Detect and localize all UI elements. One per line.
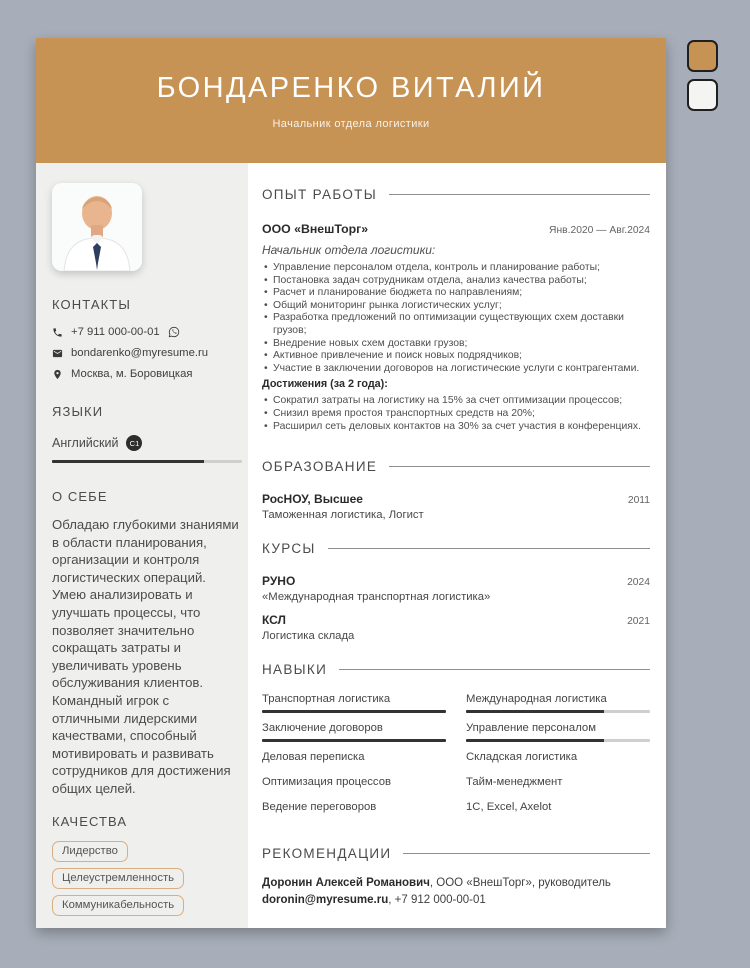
header-band (36, 38, 666, 163)
education-title: ОБРАЗОВАНИЕ (262, 459, 378, 475)
referee-info: , ООО «ВнешТорг», руководитель (429, 877, 611, 890)
skill-bar (466, 710, 650, 713)
skill-item (262, 801, 446, 813)
theme-swatch-white[interactable] (687, 79, 718, 111)
skill-item (466, 722, 650, 742)
skills-grid (262, 693, 650, 826)
sidebar (36, 163, 248, 928)
section-rule (403, 853, 650, 854)
course-details: «Международная транспортная логистика» (262, 591, 491, 604)
language-level-badge: C1 (126, 435, 142, 451)
skills-section-header (262, 662, 650, 677)
achievements-title: Достижения (за 2 года): (262, 378, 388, 391)
experience-section-header (262, 187, 650, 202)
skill-bar (262, 710, 446, 713)
theme-swatch-accent[interactable] (687, 40, 718, 72)
contact-phone-row (52, 326, 238, 338)
referee-phone: , +7 912 000-00-01 (388, 894, 486, 907)
experience-title: ОПЫТ РАБОТЫ (262, 187, 377, 202)
avatar (52, 183, 142, 271)
main-column (248, 163, 666, 928)
section-rule (339, 669, 650, 670)
skill-label: Деловая переписка (262, 751, 365, 764)
section-rule (389, 466, 650, 467)
duty-item: • Участие в заключении договоров на логистические услуги с контрагентами. (262, 363, 650, 376)
course-entry (262, 613, 650, 642)
education-section-header (262, 459, 650, 474)
recommendations-section-header (262, 846, 650, 861)
education-year: 2011 (627, 495, 650, 507)
skill-bar (262, 739, 446, 742)
course-year: 2021 (627, 616, 650, 628)
whatsapp-icon (168, 326, 180, 338)
achievement-item: • Снизил время простоя транспортных средств на 20%; (262, 408, 650, 421)
education-entry (262, 492, 650, 521)
skill-label: Международная логистика (466, 693, 607, 706)
quality-badge: Целеустремленность (52, 868, 184, 889)
position-title: Начальник отдела логистики: (262, 243, 436, 257)
quality-badge: Лидерство (52, 841, 128, 862)
about-title: О СЕБЕ (52, 489, 108, 504)
skill-label: Тайм-менеджмент (466, 776, 563, 789)
achievements-list (262, 395, 650, 433)
duty-item: • Разработка предложений по оптимизации существующих схем доставки грузов; (262, 312, 650, 337)
skill-item (262, 751, 446, 763)
skill-item (466, 751, 650, 763)
phone-icon (52, 327, 63, 338)
skill-label: Складская логистика (466, 751, 578, 764)
section-rule (328, 548, 650, 549)
language-progress-bar (52, 460, 242, 463)
duty-item: • Управление персоналом отдела, контроль и планирование работы; (262, 262, 650, 275)
courses-section-header (262, 541, 650, 556)
contact-email: bondarenko@myresume.ru (71, 347, 209, 359)
contacts-title: КОНТАКТЫ (52, 297, 131, 312)
candidate-job-title: Начальник отдела логистики (272, 117, 430, 130)
course-name: КСЛ (262, 613, 286, 628)
contact-location-row (52, 368, 238, 380)
skill-item (466, 776, 650, 788)
language-name: Английский (52, 436, 119, 450)
duty-item: • Постановка задач сотрудникам отдела, анализ качества работы; (262, 275, 650, 288)
education-details: Таможенная логистика, Логист (262, 509, 424, 522)
skill-label: 1С, Excel, Axelot (466, 801, 552, 814)
envelope-icon (52, 348, 63, 359)
qualities-title: КАЧЕСТВА (52, 813, 128, 829)
course-entry (262, 574, 650, 603)
company-name: ООО «ВнешТорг» (262, 222, 369, 236)
qualities-section (52, 841, 238, 916)
course-details: Логистика склада (262, 630, 355, 643)
skill-item (262, 722, 446, 742)
skill-label: Оптимизация процессов (262, 776, 391, 789)
candidate-photo (52, 183, 142, 271)
section-rule (389, 194, 650, 195)
skill-item (466, 801, 650, 813)
duty-item: • Активное привлечение и поиск новых подрядчиков; (262, 350, 650, 363)
course-name: РУНО (262, 574, 296, 589)
skill-label: Ведение переговоров (262, 801, 377, 814)
skill-label: Заключение договоров (262, 722, 383, 735)
education-name: РосНОУ, Высшее (262, 492, 363, 507)
duty-item: • Внедрение новых схем доставки грузов; (262, 338, 650, 351)
map-pin-icon (52, 369, 63, 380)
duties-list (262, 262, 650, 375)
duty-item: • Общий мониторинг рынка логистических услуг; (262, 300, 650, 313)
contact-location: Москва, м. Боровицкая (71, 368, 193, 380)
language-item (52, 435, 238, 451)
referee-name: Доронин Алексей Романович (262, 877, 430, 890)
skill-label: Транспортная логистика (262, 693, 391, 706)
skills-title: НАВЫКИ (262, 662, 328, 678)
languages-title: ЯЗЫКИ (52, 404, 104, 419)
quality-badge: Коммуникабельность (52, 895, 184, 916)
achievement-item: • Расширил сеть деловых контактов на 30% за счет участия в конференциях. (262, 421, 650, 434)
courses-title: КУРСЫ (262, 541, 316, 557)
skill-bar (466, 739, 650, 742)
recommendation-text (262, 875, 650, 909)
resume-page (36, 38, 666, 928)
skill-label: Управление персоналом (466, 722, 596, 735)
experience-dates: Янв.2020 — Авг.2024 (549, 225, 650, 236)
achievement-item: • Сократил затраты на логистику на 15% за счет оптимизации процессов; (262, 395, 650, 408)
contact-phone: +7 911 000-00-01 (71, 326, 160, 338)
skill-item (262, 776, 446, 788)
skill-item (466, 693, 650, 713)
recommendations-title: РЕКОМЕНДАЦИИ (262, 846, 392, 862)
about-text: Обладаю глубокими знаниями в области планирования, организации и контроля логистических операций. Умею анализировать и улучшать процессы, что позволяет значительно сокращать затраты и увеличивать уровень обслуживания клиентов. Командный игрок с отличными лидерскими качествами, способный мотивировать и развивать сотрудников для достижения общих целей. (52, 517, 239, 796)
referee-email: doronin@myresume.ru (262, 894, 389, 907)
candidate-name: БОНДАРЕНКО ВИТАЛИЙ (156, 71, 546, 104)
course-year: 2024 (627, 577, 650, 589)
contacts-section (52, 326, 238, 380)
duty-item: • Расчет и планирование бюджета по направлениям; (262, 287, 650, 300)
skill-item (262, 693, 446, 713)
contact-email-row (52, 347, 238, 359)
